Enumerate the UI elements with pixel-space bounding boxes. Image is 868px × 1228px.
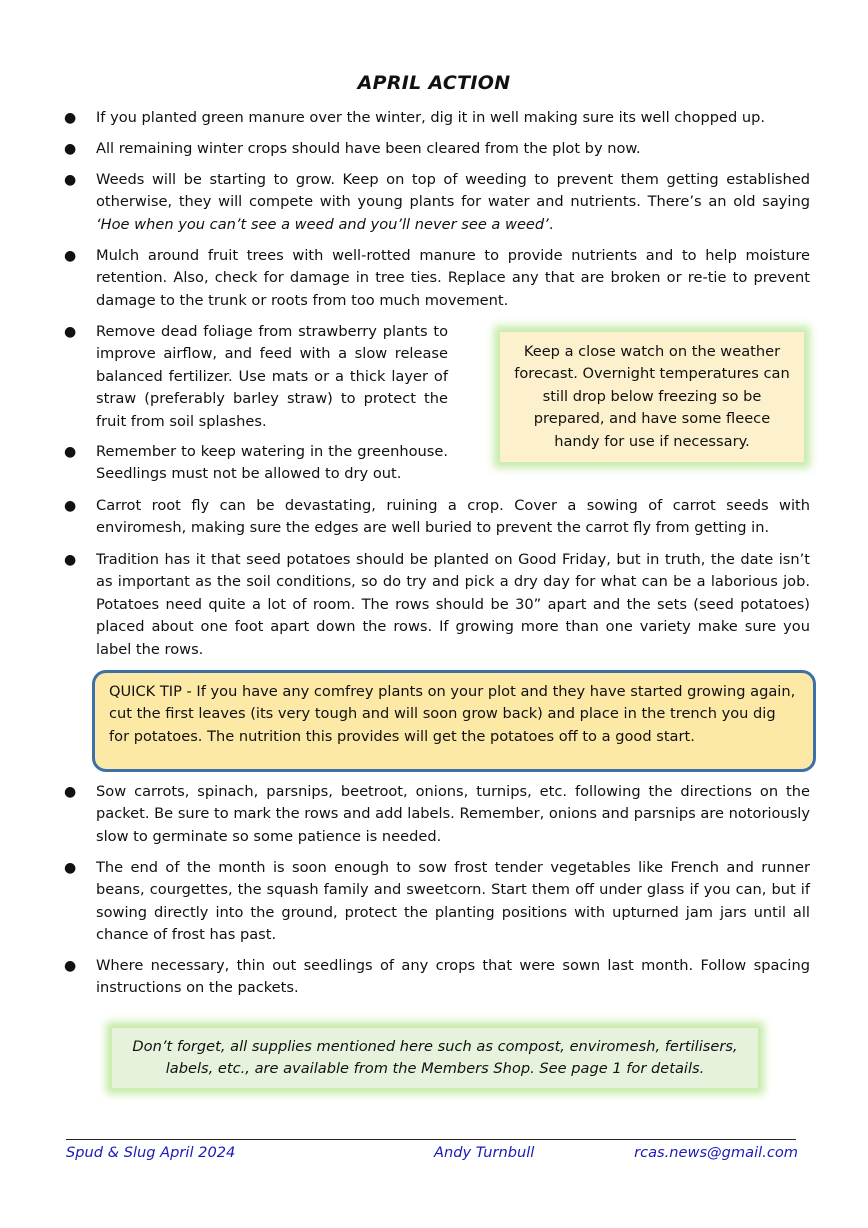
members-shop-text: Don’t forget, all supplies mentioned here such as compost, enviromesh, fertilisers, labels, etc., are available from the Members Shop. See page 1 for details.: [132, 1037, 738, 1077]
bullet-icon: ●: [64, 110, 77, 126]
list-item-text: Where necessary, thin out seedlings of any crops that were sown last month. Follow spacing instructions on the packets.: [96, 957, 810, 997]
footer-author: Andy Turnbull: [434, 1144, 535, 1161]
saying-quote: ‘Hoe when you can’t see a weed and you’ll never see a weed’: [96, 215, 549, 233]
members-shop-callout: [112, 1028, 758, 1088]
list-item-end: .: [548, 215, 554, 233]
footer-email[interactable]: rcas.news@gmail.com: [634, 1144, 798, 1161]
bullet-icon: ●: [64, 141, 77, 157]
list-item-text: If you planted green manure over the winter, dig it in well making sure its well chopped up.: [96, 109, 766, 126]
bullet-icon: ●: [64, 958, 77, 974]
list-item-text: Sow carrots, spinach, parsnips, beetroot, onions, turnips, etc. following the directions on the packet. Be sure to mark the rows and add labels. Remember, onions and parsnips are notoriously slow to germinate so some patience is needed.: [96, 783, 810, 845]
list-item-text: All remaining winter crops should have been cleared from the plot by now.: [96, 140, 641, 157]
list-item-text: [96, 169, 810, 236]
weather-callout: [500, 332, 804, 462]
list-item: [64, 495, 810, 540]
bullet-icon: ●: [64, 552, 77, 568]
footer-publication: Spud & Slug April 2024: [66, 1144, 236, 1161]
bullet-icon: ●: [64, 172, 77, 188]
list-item: [64, 107, 810, 129]
list-item: [64, 245, 810, 312]
list-item: [64, 441, 448, 486]
list-item-text: Remember to keep watering in the greenhouse. Seedlings must not be allowed to dry out.: [96, 443, 448, 483]
list-item-text: Tradition has it that seed potatoes should be planted on Good Friday, but in truth, the date isn’t as important as the soil conditions, so do try and pick a dry day for what can be a laborious job. Potatoes need quite a lot of room. The rows should be 30” apart and the sets (seed potatoes) placed about one foot apart down the rows. If growing more than one variety make sure you label the rows.: [96, 551, 810, 658]
list-item-body: Weeds will be starting to grow. Keep on top of weeding to prevent them getting established otherwise, they will compete with young plants for water and nutrients. There’s an old saying: [96, 171, 810, 211]
list-item-text: The end of the month is soon enough to sow frost tender vegetables like French and runner beans, courgettes, the squash family and sweetcorn. Start them off under glass if you can, but if sowing directly into the ground, protect the planting positions with upturned jam jars until all chance of frost has past.: [96, 859, 810, 944]
list-item: [64, 857, 810, 947]
list-item-text: Carrot root fly can be devastating, ruining a crop. Cover a sowing of carrot seeds with enviromesh, making sure the edges are well buried to prevent the carrot fly from getting in.: [96, 497, 810, 537]
weather-callout-text: Keep a close watch on the weather forecast. Overnight temperatures can still drop below freezing so be prepared, and have some fleece handy for use if necessary.: [514, 342, 790, 450]
list-item-text: Mulch around fruit trees with well-rotted manure to provide nutrients and to help moisture retention. Also, check for damage in tree ties. Replace any that are broken or re-tie to prevent damage to the trunk or roots from too much movement.: [96, 247, 810, 309]
bullet-icon: ●: [64, 498, 77, 514]
bullet-icon: ●: [64, 444, 77, 460]
list-item: [64, 549, 810, 661]
list-item: [64, 321, 448, 433]
page-title: APRIL ACTION: [357, 72, 511, 94]
list-item: [64, 169, 810, 236]
bullet-icon: ●: [64, 248, 77, 264]
list-item-text: Remove dead foliage from strawberry plants to improve airflow, and feed with a slow release balanced fertilizer. Use mats or a thick layer of straw (preferably barley straw) to protect the fruit from soil splashes.: [96, 323, 448, 430]
bullet-icon: ●: [64, 324, 77, 340]
list-item: [64, 138, 810, 160]
list-item: [64, 781, 810, 848]
quick-tip-text: QUICK TIP - If you have any comfrey plants on your plot and they have started growing again, cut the first leaves (its very tough and will soon grow back) and place in the trench you dig for potatoes. The nutrition this provides will get the potatoes off to a good start.: [109, 683, 796, 745]
list-item: [64, 955, 810, 1000]
bullet-icon: ●: [64, 784, 77, 800]
bullet-icon: ●: [64, 860, 77, 876]
quick-tip-box: [92, 670, 816, 772]
footer-divider: [66, 1139, 796, 1140]
